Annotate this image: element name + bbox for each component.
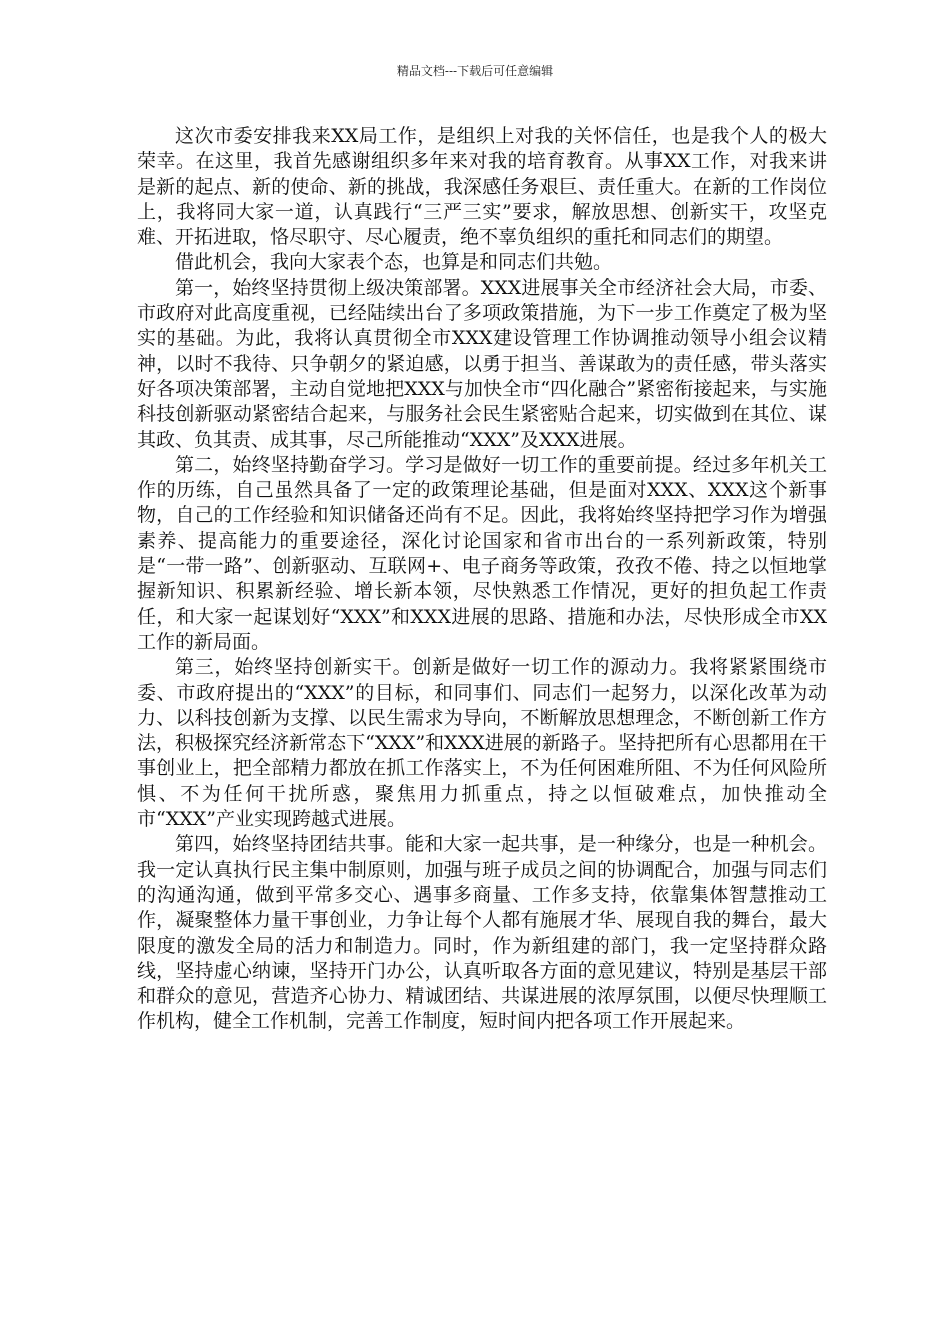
page-header-note: 精品文档---下载后可任意编辑 xyxy=(396,64,554,78)
paragraph-intro: 这次市委安排我来XX局工作，是组织上对我的关怀信任，也是我个人的极大荣幸。在这里，我首先感谢组织多年来对我的培育教育。从事XX工作，对我来讲是新的起点、新的使命、新的挑战，我深感任务艰巨、责任重大。在新的工作岗位上，我将同大家一道，认真践行“三严三实”要求，解放思想、创新实干，攻坚克难、开拓进取，恪尽职守、尽心履责，绝不辜负组织的重托和同志们的期望。 xyxy=(137,125,827,249)
paragraph-third: 第三，始终坚持创新实干。创新是做好一切工作的源动力。我将紧紧围绕市委、市政府提出的“XXX”的目标，和同事们、同志们一起努力，以深化改革为动力、以科技创新为支撑、以民生需求为导向，不断解放思想理念，不断创新工作方法，积极探究经济新常态下“XXX”和XXX进展的新路子。坚持把所有心思都用在干事创业上，把全部精力都放在抓工作落实上，不为任何困难所阻、不为任何风险所惧、不为任何干扰所惑，聚焦用力抓重点，持之以恒破难点，加快推动全市“XXX”产业实现跨越式进展。 xyxy=(137,656,827,831)
paragraph-first: 第一，始终坚持贯彻上级决策部署。XXX进展事关全市经济社会大局，市委、市政府对此高度重视，已经陆续出台了多项政策措施，为下一步工作奠定了极为坚实的基础。为此，我将认真贯彻全市XXX建设管理工作协调推动领导小组会议精神，以时不我待、只争朝夕的紧迫感，以勇于担当、善谋敢为的责任感，带头落实好各项决策部署，主动自觉地把XXX与加快全市“四化融合”紧密衔接起来，与实施科技创新驱动紧密结合起来，与服务社会民生紧密贴合起来，切实做到在其位、谋其政、负其责、成其事，尽己所能推动“XXX”及XXX进展。 xyxy=(137,276,827,451)
paragraph-pledge: 借此机会，我向大家表个态，也算是和同志们共勉。 xyxy=(175,251,613,274)
paragraph-second: 第二，始终坚持勤奋学习。学习是做好一切工作的重要前提。经过多年机关工作的历练，自己虽然具备了一定的政策理论基础，但是面对XXX、XXX这个新事物，自己的工作经验和知识储备还尚有不足。因此，我将始终坚持把学习作为增强素养、提高能力的重要途径，深化讨论国家和省市出台的一系列新政策，特别是“一带一路”、创新驱动、互联网+、电子商务等政策，孜孜不倦、持之以恒地掌握新知识、积累新经验、增长新本领，尽快熟悉工作情况，更好的担负起工作责任，和大家一起谋划好“XXX”和XXX进展的思路、措施和办法，尽快形成全市XX工作的新局面。 xyxy=(137,453,827,653)
document-body xyxy=(137,124,827,1035)
paragraph-fourth: 第四，始终坚持团结共事。能和大家一起共事，是一种缘分，也是一种机会。我一定认真执行民主集中制原则，加强与班子成员之间的协调配合，加强与同志们的沟通沟通，做到平常多交心、遇事多商量、工作多支持，依靠集体智慧推动工作，凝聚整体力量干事创业，力争让每个人都有施展才华、展现自我的舞台，最大限度的激发全局的活力和制造力。同时，作为新组建的部门，我一定坚持群众路线，坚持虚心纳谏，坚持开门办公，认真听取各方面的意见建议，特别是基层干部和群众的意见，营造齐心协力、精诚团结、共谋进展的浓厚氛围，以便尽快理顺工作机构，健全工作机制，完善工作制度，短时间内把各项工作开展起来。 xyxy=(137,833,827,1033)
